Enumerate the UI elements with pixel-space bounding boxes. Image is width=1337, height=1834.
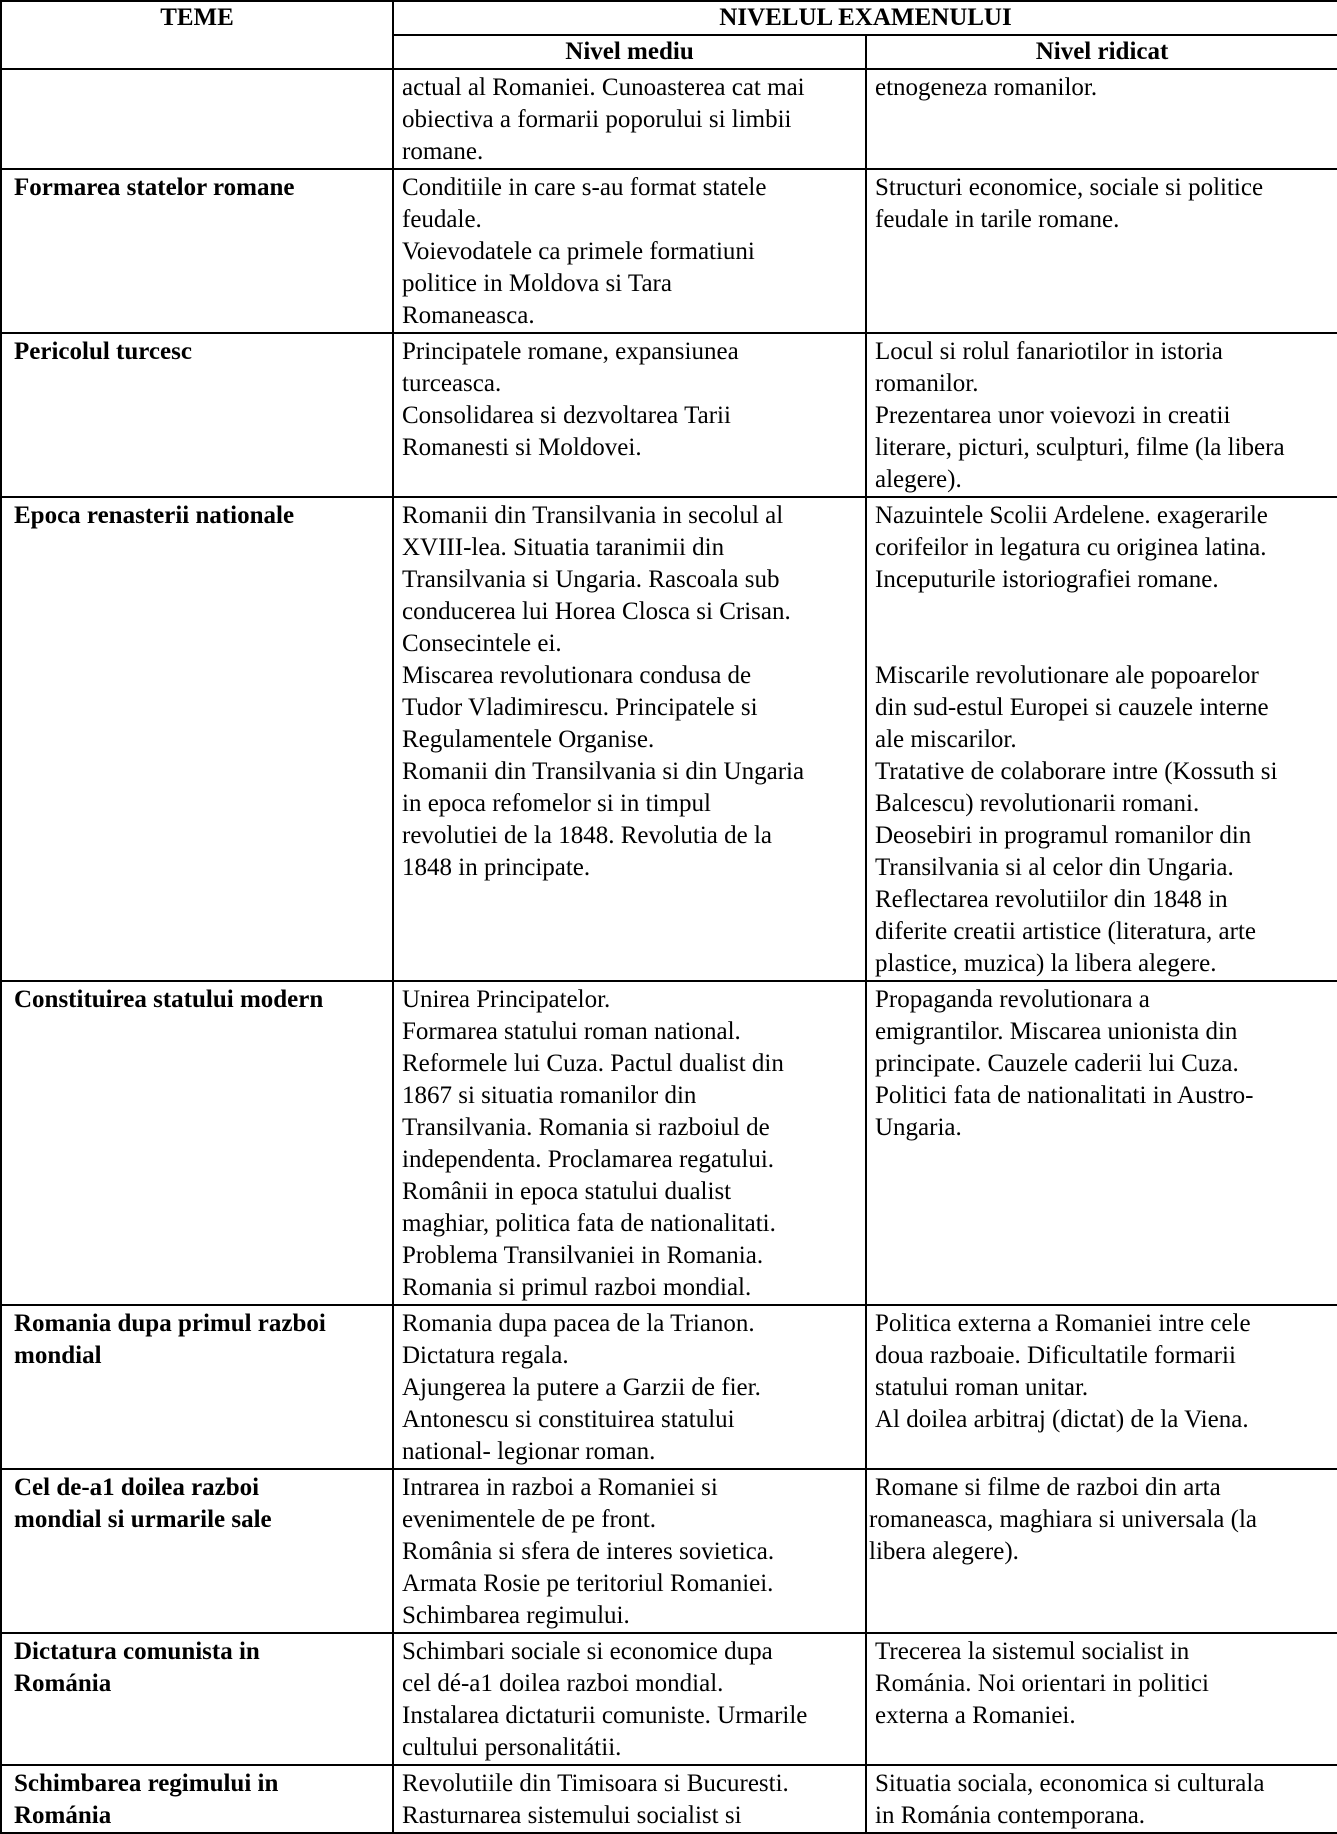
text-line: Antonescu si constituirea statului: [402, 1406, 735, 1433]
theme-label: Cel de-a1 doilea razboi: [14, 1474, 260, 1501]
text-line: feudale in tarile romane.: [875, 206, 1120, 233]
nivel-mediu-cell: [393, 1765, 866, 1833]
table-row: [1, 981, 1337, 1305]
nivel-ridicat-cell: [866, 69, 1337, 169]
table-row: [1, 333, 1337, 497]
text-line: Tudor Vladimirescu. Principatele si: [402, 694, 758, 721]
text-line: statului roman unitar.: [875, 1374, 1089, 1401]
text-line: Formarea statului roman national.: [402, 1018, 741, 1045]
text-line: Transilvania si al celor din Ungaria.: [875, 854, 1234, 881]
text-line: Miscarile revolutionare ale popoarelor: [875, 662, 1259, 689]
nivel-mediu-cell: [393, 981, 866, 1305]
text-line: Deosebiri in programul romanilor din: [875, 822, 1252, 849]
text-line: Politici fata de nationalitati in Austro-: [875, 1082, 1254, 1109]
text-line: Voievodatele ca primele formatiuni: [402, 238, 755, 265]
theme-label: Constituirea statului modern: [14, 986, 324, 1013]
text-line: in epoca refomelor si in timpul: [402, 790, 711, 817]
nivel-mediu-cell: [393, 1305, 866, 1469]
text-line: Romane si filme de razboi din arta: [875, 1474, 1221, 1501]
text-line: obiectiva a formarii poporului si limbii: [402, 106, 792, 133]
text-line: corifeilor in legatura cu originea latina.: [875, 534, 1267, 561]
text-line: Armata Rosie pe teritoriul Romaniei.: [402, 1570, 774, 1597]
text-line: Balcescu) revolutionarii romani.: [875, 790, 1200, 817]
theme-cell: [1, 333, 393, 497]
theme-label: mondial: [14, 1342, 102, 1369]
theme-label: Románia: [14, 1670, 112, 1697]
text-line: 1867 si situatia romanilor din: [402, 1082, 697, 1109]
text-line: Conditiile in care s-au format statele: [402, 174, 767, 201]
text-line: Romanii din Transilvania si din Ungaria: [402, 758, 805, 785]
table-row: [1, 497, 1337, 981]
nivel-mediu-cell: [393, 1469, 866, 1633]
nivel-ridicat-cell: [866, 981, 1337, 1305]
text-line: independenta. Proclamarea regatului.: [402, 1146, 775, 1173]
text-line: Ungaria.: [875, 1114, 962, 1141]
text-line: Reformele lui Cuza. Pactul dualist din: [402, 1050, 784, 1077]
text-line: Nazuintele Scolii Ardelene. exagerarile: [875, 502, 1268, 529]
text-line: Transilvania. Romania si razboiul de: [402, 1114, 770, 1141]
text-line: Revolutiile din Timisoara si Bucuresti.: [402, 1770, 789, 1797]
text-line: Regulamentele Organise.: [402, 726, 655, 753]
table-row: [1, 1765, 1337, 1833]
theme-label: Dictatura comunista in: [14, 1638, 260, 1665]
nivel-mediu-cell: [393, 169, 866, 333]
text-line: Instalarea dictaturii comuniste. Urmarile: [402, 1702, 808, 1729]
nivel-ridicat-cell: [866, 1305, 1337, 1469]
text-line: Politica externa a Romaniei intre cele: [875, 1310, 1251, 1337]
theme-cell: [1, 69, 393, 169]
nivel-ridicat-cell: [866, 1469, 1337, 1633]
text-line: 1848 in principate.: [402, 854, 591, 881]
theme-label: Formarea statelor romane: [14, 174, 295, 201]
blank-line: [875, 596, 1331, 628]
text-line: Al doilea arbitraj (dictat) de la Viena.: [875, 1406, 1249, 1433]
theme-cell: [1, 169, 393, 333]
text-line: national- legionar roman.: [402, 1438, 656, 1465]
text-line: ale miscarilor.: [875, 726, 1017, 753]
text-line: Locul si rolul fanariotilor in istoria: [875, 338, 1223, 365]
theme-label: Romania dupa primul razboi: [14, 1310, 326, 1337]
header-nivel-ridicat: Nivel ridicat: [866, 35, 1337, 69]
header-teme: TEME: [1, 1, 393, 69]
header-nivel-mediu: Nivel mediu: [393, 35, 866, 69]
text-line: in Románia contemporana.: [875, 1802, 1146, 1829]
text-line: plastice, muzica) la libera alegere.: [875, 950, 1217, 977]
table-row: [1, 1305, 1337, 1469]
text-line: actual al Romaniei. Cunoasterea cat mai: [402, 74, 805, 101]
text-line: Transilvania si Ungaria. Rascoala sub: [402, 566, 780, 593]
text-line: principate. Cauzele caderii lui Cuza.: [875, 1050, 1239, 1077]
text-line: Unirea Principatelor.: [402, 986, 611, 1013]
text-line: romane.: [402, 138, 484, 165]
table-row: [1, 1633, 1337, 1765]
nivel-ridicat-cell: [866, 1765, 1337, 1833]
text-line: Schimbari sociale si economice dupa: [402, 1638, 773, 1665]
theme-cell: [1, 981, 393, 1305]
text-line: Propaganda revolutionara a: [875, 986, 1150, 1013]
nivel-ridicat-cell: [866, 497, 1337, 981]
text-line: Intrarea in razboi a Romaniei si: [402, 1474, 718, 1501]
text-line: libera alegere).: [869, 1538, 1019, 1565]
text-line: Romania si primul razboi mondial.: [402, 1274, 752, 1301]
nivel-ridicat-cell: [866, 169, 1337, 333]
text-line: Schimbarea regimului.: [402, 1602, 630, 1629]
text-line: XVIII-lea. Situatia taranimii din: [402, 534, 725, 561]
theme-label: Pericolul turcesc: [14, 338, 192, 365]
text-line: Principatele romane, expansiunea: [402, 338, 739, 365]
nivel-mediu-cell: [393, 333, 866, 497]
theme-cell: [1, 1469, 393, 1633]
theme-label: mondial si urmarile sale: [14, 1506, 272, 1533]
nivel-ridicat-cell: [866, 333, 1337, 497]
theme-cell: [1, 1305, 393, 1469]
text-line: romaneasca, maghiara si universala (la: [869, 1506, 1258, 1533]
text-line: politice in Moldova si Tara: [402, 270, 672, 297]
text-line: feudale.: [402, 206, 482, 233]
theme-cell: [1, 1765, 393, 1833]
blank-line: [875, 628, 1331, 660]
theme-label: Románia: [14, 1802, 112, 1829]
nivel-mediu-cell: [393, 497, 866, 981]
text-line: Miscarea revolutionara condusa de: [402, 662, 752, 689]
text-line: Românii in epoca statului dualist: [402, 1178, 732, 1205]
text-line: din sud-estul Europei si cauzele interne: [875, 694, 1269, 721]
text-line: Románia. Noi orientari in politici: [875, 1670, 1209, 1697]
theme-cell: [1, 497, 393, 981]
theme-label: Schimbarea regimului in: [14, 1770, 279, 1797]
text-line: conducerea lui Horea Closca si Crisan.: [402, 598, 791, 625]
text-line: literare, picturi, sculpturi, filme (la libera: [875, 434, 1285, 461]
nivel-ridicat-cell: [866, 1633, 1337, 1765]
text-line: Ajungerea la putere a Garzii de fier.: [402, 1374, 761, 1401]
table-row: [1, 1469, 1337, 1633]
text-line: Rasturnarea sistemului socialist si: [402, 1802, 742, 1829]
text-line: externa a Romaniei.: [875, 1702, 1076, 1729]
theme-label: Epoca renasterii nationale: [14, 502, 295, 529]
text-line: evenimentele de pe front.: [402, 1506, 657, 1533]
table-row: [1, 69, 1337, 169]
table-row: [1, 169, 1337, 333]
text-line: etnogeneza romanilor.: [875, 74, 1098, 101]
text-line: Romaneasca.: [402, 302, 535, 329]
text-line: România si sfera de interes sovietica.: [402, 1538, 775, 1565]
text-line: maghiar, politica fata de nationalitati.: [402, 1210, 776, 1237]
text-line: emigrantilor. Miscarea unionista din: [875, 1018, 1238, 1045]
nivel-mediu-cell: [393, 69, 866, 169]
text-line: Reflectarea revolutiilor din 1848 in: [875, 886, 1228, 913]
text-line: alegere).: [875, 466, 962, 493]
text-line: Romanii din Transilvania in secolul al: [402, 502, 784, 529]
text-line: diferite creatii artistice (literatura, arte: [875, 918, 1257, 945]
text-line: turceasca.: [402, 370, 502, 397]
text-line: Romania dupa pacea de la Trianon.: [402, 1310, 755, 1337]
text-line: doua razboaie. Dificultatile formarii: [875, 1342, 1236, 1369]
nivel-mediu-cell: [393, 1633, 866, 1765]
text-line: Consecintele ei.: [402, 630, 562, 657]
text-line: Inceputurile istoriografiei romane.: [875, 566, 1219, 593]
text-line: cultului personalitátii.: [402, 1734, 622, 1761]
table-body: [1, 69, 1337, 1833]
text-line: Structuri economice, sociale si politice: [875, 174, 1264, 201]
text-line: Situatia sociala, economica si culturala: [875, 1770, 1265, 1797]
text-line: Tratative de colaborare intre (Kossuth si: [875, 758, 1278, 785]
text-line: cel dé-a1 doilea razboi mondial.: [402, 1670, 724, 1697]
text-line: Problema Transilvaniei in Romania.: [402, 1242, 764, 1269]
text-line: Prezentarea unor voievozi in creatii: [875, 402, 1231, 429]
theme-cell: [1, 1633, 393, 1765]
text-line: Dictatura regala.: [402, 1342, 569, 1369]
text-line: Consolidarea si dezvoltarea Tarii: [402, 402, 731, 429]
text-line: revolutiei de la 1848. Revolutia de la: [402, 822, 773, 849]
text-line: Trecerea la sistemul socialist in: [875, 1638, 1190, 1665]
text-line: romanilor.: [875, 370, 979, 397]
header-nivelul-examenului: NIVELUL EXAMENULUI: [393, 1, 1337, 35]
text-line: Romanesti si Moldovei.: [402, 434, 642, 461]
